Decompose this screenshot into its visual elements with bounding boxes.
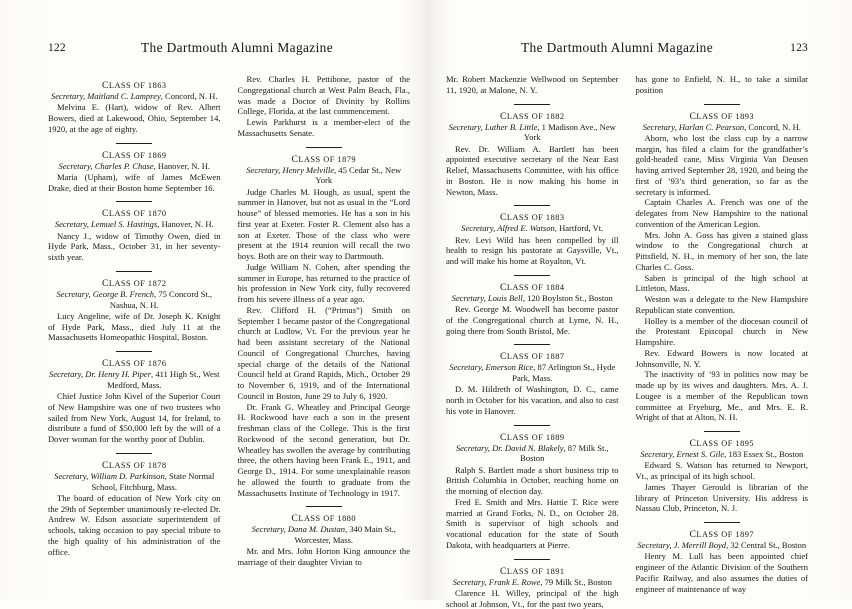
class-note-paragraph: Rev. George M. Woodwell has become pastor of the Congregational church at Lyme, N. H., going there from South Bristol, Me.: [446, 304, 619, 336]
class-note-paragraph: Rev. Charles H. Pettibone, pastor of the Congregational church at West Palm Beach, Fla., was made a Doctor of Divinity by Rollins College, Florida, at the last commencement.: [237, 74, 410, 117]
section-divider-rule: [116, 453, 152, 454]
class-heading-label: LASS OF: [696, 530, 736, 539]
columns-right: [446, 74, 808, 609]
secretary-name: Frank E. Rowe: [488, 576, 541, 587]
secretary-name: Henry Melville: [282, 164, 335, 175]
class-heading-initial: C: [689, 110, 697, 122]
class-heading-initial: C: [499, 351, 507, 363]
class-secretary-line: [446, 362, 619, 384]
secretary-label: Secretary,: [461, 223, 498, 234]
class-heading-label: LASS OF: [506, 282, 546, 292]
class-heading-label: LASS OF: [298, 154, 338, 164]
class-secretary-line: [48, 91, 221, 102]
class-secretary-line: [238, 165, 411, 187]
class-heading-year: 1880: [337, 514, 357, 524]
text-column-3: [446, 74, 619, 609]
class-note-paragraph: The board of education of New York city on the 29th of September unanimously re-elected Dr. Andrew W. Edson associate superintendent of schools, taking occasion to pay special tribute to the high quality of his administration of the office.: [48, 492, 221, 557]
section-divider-rule: [514, 104, 550, 105]
class-note-paragraph: Holley is a member of the diocesan council of the Protestant Episcopal church in New Hampshire.: [635, 315, 808, 347]
text-column-1: [48, 74, 221, 606]
class-heading-year: 1870: [147, 209, 167, 219]
class-heading-label: LASS OF: [506, 566, 546, 576]
secretary-label: Secretary,: [49, 369, 86, 379]
class-secretary-line: [446, 443, 619, 465]
class-secretary-line: [48, 471, 221, 493]
class-heading-initial: C: [291, 153, 299, 165]
secretary-label: Secretary,: [640, 449, 677, 459]
secretary-address: , 32 Central St., Boston: [726, 540, 807, 550]
columns-left: [48, 74, 410, 606]
class-heading-year: 1897: [735, 530, 755, 539]
class-heading-initial: C: [101, 358, 109, 369]
class-heading-label: LASS OF: [506, 352, 546, 362]
class-note-paragraph: Judge William N. Cohen, after spending the summer in Europe, has returned to the practice of his profession in New York city, fully recovered from his severe illness of a year ago.: [237, 261, 410, 304]
secretary-address: , 120 Boylston St., Boston: [522, 292, 613, 303]
secretary-label: Secretary,: [642, 121, 679, 132]
secretary-label: Secretary,: [54, 219, 92, 230]
class-year-heading: [48, 358, 221, 369]
running-head-right: [446, 40, 808, 62]
secretary-address: , 340 Main St., Worcester, Mass.: [294, 524, 396, 545]
section-divider-rule: [306, 506, 342, 507]
class-note-paragraph: Rev. Levi Wild has been compelled by ill health to resign his pastorate at Gaysville, Vt., and will make his home at Royalton, Vt.: [446, 234, 619, 266]
class-secretary-line: [48, 289, 221, 311]
class-secretary-line: [446, 293, 619, 304]
secretary-name: William D. Parkinson: [90, 470, 165, 481]
class-heading-initial: C: [499, 565, 507, 577]
secretary-address: , 45 Cedar St., New York: [315, 164, 402, 186]
secretary-address: , 75 Concord St., Nashua, N. H.: [109, 288, 212, 310]
class-heading-year: 1863: [147, 81, 167, 90]
class-note-paragraph: D. M. Hildreth of Washington, D. C., came north in October for his vacation, and also to cast his vote in Hanover.: [446, 384, 619, 416]
class-heading-year: 1889: [545, 432, 565, 442]
class-secretary-line: [238, 524, 411, 546]
section-divider-rule: [514, 559, 550, 560]
secretary-address: , 1 Madison Ave., New York: [523, 121, 616, 143]
class-year-heading: [636, 529, 809, 540]
section-divider-rule: [116, 351, 152, 352]
class-note-paragraph: Weston was a delegate to the New Hampshire Republican state convention.: [635, 294, 808, 315]
section-divider-rule: [514, 344, 550, 345]
class-year-heading: [48, 150, 221, 161]
publication-title-left: The Dartmouth Alumni Magazine: [141, 40, 333, 55]
class-note-paragraph: Aborn, who lost the class cup by a narrow margin, has filed a claim for the grandfather’s gold-headed cane, Miss Virginia Van Deusen having arrived September 28, 1920, and being the first of ’93’s third generation, so far as the secretary is informed.: [635, 132, 808, 197]
section-divider-rule: [704, 104, 740, 105]
class-note-paragraph: Judge Charles M. Hough, as usual, spent the summer in Hanover, but not as usual in the “Lord house” of blessed memories. He has a son in his first year at Exeter. Foster R. Clement also has a son at Exeter. Those of the class who were present at the 1914 reunion will recall the two boys. Both are on their way to Dartmouth.: [237, 186, 410, 261]
secretary-name: Dr. David N. Blakely: [492, 442, 564, 453]
class-note-paragraph: Saben is principal of the high school at Littleton, Mass.: [635, 272, 808, 294]
class-heading-year: 1891: [545, 566, 565, 576]
secretary-name: Luther B. Little: [484, 121, 538, 132]
class-note-paragraph: Dr. Frank G. Wheatley and Principal George H. Rockwood have each a son in the present freshman class of the College. This is the first Rockwood of the second generation, but Dr. Wheatley has swollen the average by contributing three, the others having been Frank E., 1911, and George D., 1914. For some unexplainable reason he allowed the fourth to graduate from the Massachusetts Institute of Technology in 1917.: [237, 401, 410, 498]
class-secretary-line: [48, 219, 221, 230]
class-heading-initial: C: [101, 459, 109, 471]
class-heading-initial: C: [101, 80, 109, 91]
section-divider-rule: [704, 522, 740, 523]
section-divider-rule: [306, 147, 342, 148]
section-divider-rule: [116, 271, 152, 272]
page-right: [428, 0, 852, 609]
class-year-heading: [48, 278, 221, 289]
secretary-address: , 87 Milk St., Boston: [520, 442, 609, 464]
section-divider-rule: [116, 143, 152, 144]
class-year-heading: [446, 432, 619, 443]
class-note-paragraph: Lucy Angeline, wife of Dr. Joseph K. Knight of Hyde Park, Mass., died July 11 at the Massachusetts Homeopathic Hospital, Boston.: [48, 310, 221, 343]
class-note-paragraph: James Thayer Gerould is librarian of the library of Princeton University. His address is Nassau Club, Princeton, N. J.: [635, 481, 808, 514]
class-heading-year: 1882: [545, 111, 565, 121]
class-heading-label: LASS OF: [298, 514, 338, 524]
class-secretary-line: [446, 122, 619, 144]
class-heading-initial: C: [499, 281, 507, 293]
class-heading-label: LASS OF: [506, 432, 546, 442]
class-year-heading: [238, 513, 411, 524]
secretary-name: Charles P. Chase: [94, 160, 154, 171]
class-year-heading: [446, 111, 619, 122]
class-heading-year: 1872: [147, 278, 167, 288]
folio-left: 122: [48, 42, 66, 54]
class-heading-year: 1893: [735, 111, 755, 121]
class-note-paragraph: Melvina E. (Hart), widow of Rev. Albert Bowers, died at Lakewood, Ohio, September 14, 1920, at the age of eighty.: [48, 102, 221, 134]
class-note-paragraph: Fred E. Smith and Mrs. Hattie T. Rice were married at Grand Forks, N. D., on October 28. Smith is supervisor of high schools and vocational education for the state of South Dakota, with headquarters at Pierre.: [446, 496, 619, 550]
class-note-paragraph: Ralph S. Bartlett made a short business trip to British Columbia in October, reaching home on the morning of election day.: [446, 464, 619, 496]
secretary-address: , Hanover, N. H.: [153, 160, 211, 171]
class-heading-label: LASS OF: [506, 213, 546, 223]
class-heading-label: LASS OF: [108, 460, 148, 470]
secretary-label: Secretary,: [448, 121, 485, 132]
section-divider-rule: [116, 201, 152, 202]
secretary-label: Secretary,: [50, 91, 88, 101]
class-heading-initial: C: [689, 438, 697, 449]
class-secretary-line: [446, 223, 619, 234]
class-heading-year: 1879: [337, 154, 357, 164]
secretary-label: Secretary,: [54, 470, 91, 481]
secretary-address: , State Normal School, Fitchburg, Mass.: [91, 470, 215, 492]
class-note-paragraph: has gone to Enfield, N. H., to take a similar position: [635, 74, 808, 95]
secretary-name: George B. French: [92, 288, 155, 299]
section-divider-rule: [514, 205, 550, 206]
secretary-address: , Hanover, N. H.: [157, 219, 214, 230]
class-note-paragraph: Henry M. Lull has been appointed chief engineer of the Atlantic Division of the Southern Pacific Railway, and also assumes the duties of engineer of maintenance of way: [635, 551, 808, 594]
class-heading-label: LASS OF: [696, 439, 736, 448]
secretary-label: Secretary,: [452, 576, 489, 587]
class-note-paragraph: The inactivity of ’93 in politics now may be made up by its wives and daughters. Mrs. A. J. Lougee is a member of the Republican town committee at Fryeburg, Me., and Mrs. E. R. Wright of that at Alton, N. H.: [635, 369, 808, 423]
class-heading-initial: C: [101, 277, 109, 289]
secretary-address: , Hartford, Vt.: [554, 223, 604, 234]
class-note-paragraph: Edward S. Watson has returned to Newport, Vt., as principal of its high school.: [635, 460, 808, 481]
class-heading-initial: C: [101, 208, 109, 220]
class-heading-label: LASS OF: [108, 209, 148, 219]
secretary-name: Emerson Rice: [485, 362, 534, 373]
class-secretary-line: [636, 122, 809, 133]
class-heading-year: 1884: [545, 282, 565, 292]
class-secretary-line: [636, 540, 809, 551]
secretary-name: J. Merrill Boyd: [673, 540, 727, 550]
class-heading-initial: C: [499, 110, 507, 122]
secretary-name: Maitland C. Lamprey: [87, 91, 161, 101]
class-note-paragraph: Captain Charles A. French was one of the delegates from New Hampshire to the national convention of the American Legion.: [635, 197, 808, 229]
class-heading-year: 1878: [147, 460, 167, 470]
secretary-address: , 411 High St., West Medford, Mass.: [107, 369, 220, 390]
class-heading-year: 1869: [147, 150, 167, 160]
publication-title-right: The Dartmouth Alumni Magazine: [521, 40, 713, 55]
page-left: [0, 0, 428, 600]
class-heading-year: 1887: [545, 352, 565, 362]
text-column-2: [238, 74, 411, 606]
class-heading-label: LASS OF: [108, 150, 148, 160]
section-divider-rule: [704, 431, 740, 432]
text-column-4: [636, 74, 809, 606]
class-year-heading: [636, 111, 809, 122]
secretary-address: , 79 Milk St., Boston: [540, 576, 612, 587]
secretary-label: Secretary,: [58, 160, 95, 171]
secretary-name: Lemuel S. Hastings: [91, 219, 158, 230]
running-head-left: [48, 40, 410, 62]
secretary-address: , 87 Arlington St., Hyde Park, Mass.: [512, 362, 616, 383]
class-heading-label: LASS OF: [696, 111, 736, 121]
class-note-paragraph: Mr. and Mrs. John Horton King announce the marriage of their daughter Vivian to: [237, 546, 410, 567]
class-heading-year: 1895: [735, 439, 755, 448]
secretary-label: Secretary,: [451, 292, 488, 303]
class-year-heading: [446, 212, 619, 223]
secretary-name: Dr. Henry H. Piper: [85, 369, 152, 379]
secretary-label: Secretary,: [449, 362, 486, 373]
class-secretary-line: [636, 449, 809, 460]
class-heading-initial: C: [499, 212, 507, 224]
class-secretary-line: [48, 161, 221, 172]
class-note-paragraph: Rev. Dr. William A. Bartlett has been appointed executive secretary of the Near East Relief, Massachusetts Committee, with his office in Boston. He is now making his home in Newton, Mass.: [446, 143, 619, 197]
class-year-heading: [48, 80, 221, 91]
class-note-paragraph: Mr. Robert Mackenzie Wellwood on September 11, 1920, at Malone, N. Y.: [446, 74, 619, 95]
class-heading-initial: C: [101, 149, 109, 161]
class-secretary-line: [446, 577, 619, 588]
secretary-name: Ernest S. Gile: [676, 449, 725, 459]
class-heading-label: LASS OF: [506, 111, 546, 121]
class-heading-year: 1876: [147, 359, 167, 368]
class-note-paragraph: Mrs. John A. Goss has given a stained glass window to the Congregational church at Pittsfield, N. H., in memory of her son, the late Charles C. Goss.: [635, 229, 808, 272]
class-year-heading: [446, 282, 619, 293]
section-divider-rule: [514, 275, 550, 276]
class-heading-label: LASS OF: [108, 81, 148, 90]
class-year-heading: [446, 566, 619, 577]
secretary-label: Secretary,: [251, 524, 288, 535]
secretary-label: Secretary,: [246, 164, 283, 175]
secretary-label: Secretary,: [455, 442, 493, 453]
class-note-paragraph: Clarence H. Willey, principal of the high school at Johnson, Vt., for the past two years,: [446, 587, 619, 609]
class-note-paragraph: Maria (Upham), wife of James McEwen Drake, died at their Boston home September 16.: [48, 171, 221, 193]
class-note-paragraph: Chief Justice John Kivel of the Superior Court of New Hampshire was one of two trustees who sailed from New York, August 14, for Ireland, to distribute a fund of $50,000 left by the will of a Dover woman for the worthy poor of Dublin.: [48, 391, 221, 444]
class-secretary-line: [48, 369, 221, 391]
secretary-label: Secretary,: [56, 288, 93, 299]
class-note-paragraph: Rev. Clifford H. (“Primus”) Smith on September 1 became pastor of the Congregational church at Ludlow, Vt. For the previous year he had been assistant secretary of the National Council of Congregational Churches, having special charge of the details of the National Council held at Grand Rapids, Mich., October 29 to November 6, 1919, and of the International Council in Boston, June 29 to July 6, 1920.: [237, 304, 410, 401]
class-year-heading: [48, 460, 221, 471]
class-heading-year: 1883: [545, 213, 565, 223]
folio-right: 123: [790, 42, 808, 54]
secretary-address: , 183 Essex St., Boston: [724, 449, 804, 459]
class-note-paragraph: Lewis Parkhurst is a member-elect of the Massachusetts Senate.: [237, 117, 410, 138]
class-heading-initial: C: [499, 431, 507, 443]
class-heading-label: LASS OF: [108, 359, 148, 368]
class-year-heading: [446, 351, 619, 362]
secretary-name: Harlan C. Pearson: [678, 121, 745, 132]
secretary-address: , Concord, N. H.: [160, 91, 218, 101]
section-divider-rule: [514, 425, 550, 426]
class-year-heading: [238, 154, 411, 165]
class-heading-initial: C: [291, 513, 299, 525]
class-heading-initial: C: [689, 529, 697, 540]
class-year-heading: [636, 438, 809, 449]
class-year-heading: [48, 208, 221, 219]
secretary-name: Louis Bell: [487, 292, 523, 303]
class-note-paragraph: Nancy J., widow of Timothy Owen, died in Hyde Park, Mass., October 31, in her seventy-sixth year.: [48, 230, 221, 262]
secretary-name: Dana M. Dustan: [287, 524, 346, 535]
secretary-name: Alfred E. Watson: [497, 223, 555, 234]
secretary-label: Secretary,: [637, 540, 674, 550]
secretary-address: , Concord, N. H.: [744, 121, 801, 132]
class-heading-label: LASS OF: [108, 278, 148, 288]
class-note-paragraph: Rev. Edward Bowers is now located at Johnsonville, N. Y.: [635, 347, 808, 369]
